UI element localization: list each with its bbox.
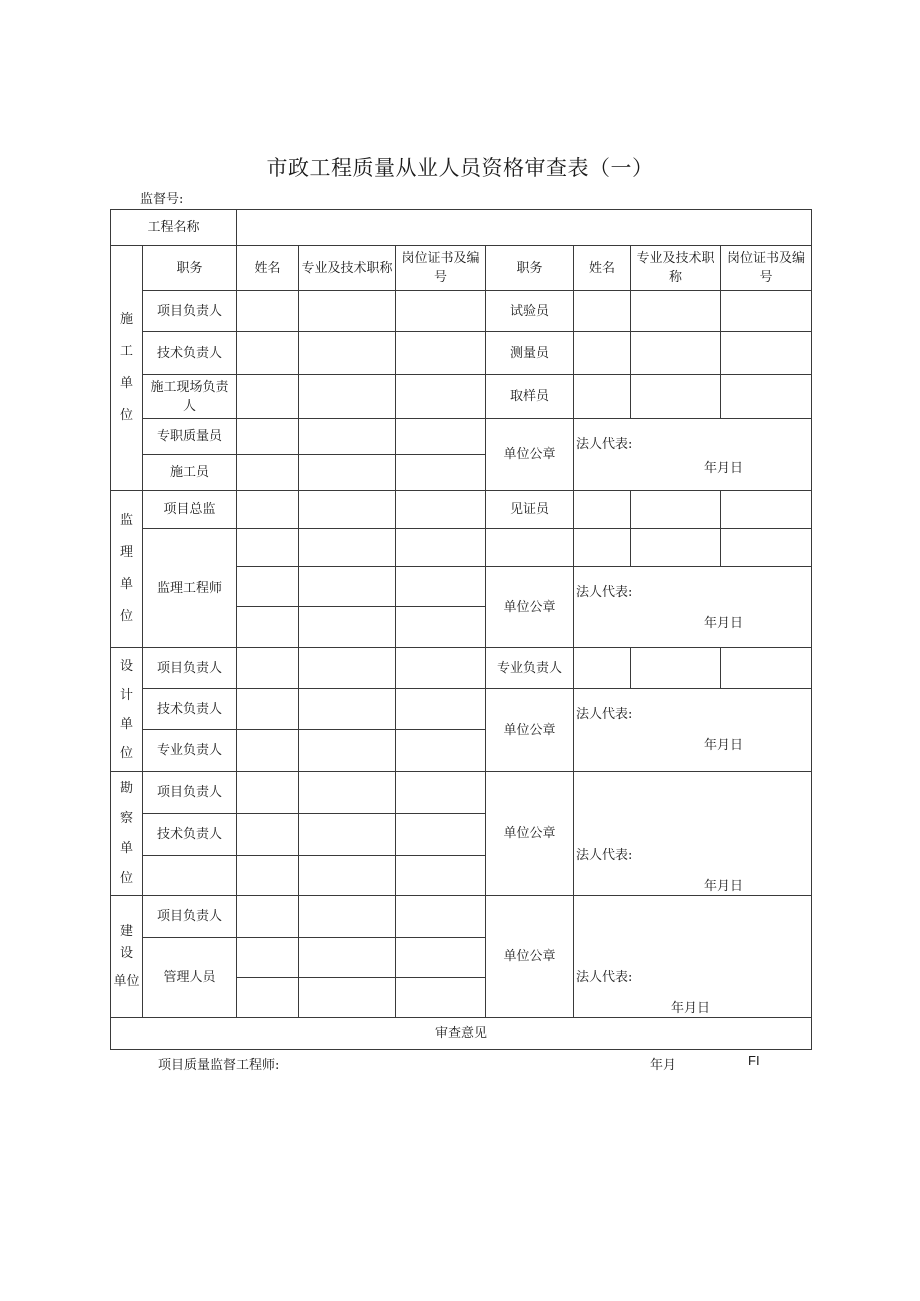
certificate-cell[interactable] xyxy=(721,375,812,419)
name-cell[interactable] xyxy=(574,332,631,375)
specialty-cell[interactable] xyxy=(299,291,396,332)
role-label: 监理工程师 xyxy=(143,529,237,648)
certificate-cell[interactable] xyxy=(396,375,486,419)
name-cell[interactable] xyxy=(574,375,631,419)
unit-char: 监 xyxy=(119,513,133,528)
table-row xyxy=(111,648,812,689)
name-cell[interactable] xyxy=(237,648,299,689)
header-specialty: 专业及技术职称 xyxy=(299,246,396,291)
legal-rep-label: 法人代表: xyxy=(576,848,633,863)
role-label: 取样员 xyxy=(486,375,574,419)
role-label: 测量员 xyxy=(486,332,574,375)
name-cell[interactable] xyxy=(237,607,299,648)
legal-rep-label: 法人代表: xyxy=(576,970,633,985)
specialty-cell[interactable] xyxy=(299,814,396,856)
specialty-cell[interactable] xyxy=(299,332,396,375)
date-label: 年月日 xyxy=(704,879,744,894)
name-cell[interactable] xyxy=(237,491,299,529)
header-position: 职务 xyxy=(143,246,237,291)
name-cell[interactable] xyxy=(237,856,299,896)
role-label: 技术负责人 xyxy=(143,332,237,375)
header-certificate: 岗位证书及编号 xyxy=(396,246,486,291)
certificate-cell[interactable] xyxy=(721,332,812,375)
certificate-cell[interactable] xyxy=(721,291,812,332)
legal-rep-label: 法人代表: xyxy=(576,707,633,722)
name-cell[interactable] xyxy=(574,491,631,529)
design-unit-label xyxy=(111,648,143,772)
name-cell[interactable] xyxy=(237,291,299,332)
header-certificate-2: 岗位证书及编号 xyxy=(721,246,812,291)
specialty-cell[interactable] xyxy=(299,896,396,938)
certificate-cell[interactable] xyxy=(396,419,486,455)
specialty-cell[interactable] xyxy=(299,978,396,1018)
name-cell[interactable] xyxy=(237,375,299,419)
role-label: 见证员 xyxy=(486,491,574,529)
unit-char: 设 xyxy=(119,658,133,674)
certificate-cell[interactable] xyxy=(396,567,486,607)
survey-unit-label xyxy=(111,772,143,896)
role-label: 管理人员 xyxy=(143,938,237,1018)
certificate-cell[interactable] xyxy=(396,607,486,648)
unit-char: 计 xyxy=(119,687,133,703)
name-cell[interactable] xyxy=(237,455,299,491)
certificate-cell[interactable] xyxy=(396,856,486,896)
header-position-2: 职务 xyxy=(486,246,574,291)
name-cell[interactable] xyxy=(574,291,631,332)
role-label: 技术负责人 xyxy=(143,689,237,730)
specialty-cell[interactable] xyxy=(299,772,396,814)
certificate-cell[interactable] xyxy=(396,689,486,730)
role-label: 专职质量员 xyxy=(143,419,237,455)
unit-line: 建 设 xyxy=(119,923,133,961)
seal-label: 单位公章 xyxy=(486,567,574,648)
unit-char: 位 xyxy=(119,609,133,624)
specialty-cell[interactable] xyxy=(299,491,396,529)
specialty-cell[interactable] xyxy=(299,375,396,419)
footer-year-month: 年月 xyxy=(650,1058,677,1073)
table-row xyxy=(111,419,812,455)
specialty-cell[interactable] xyxy=(299,856,396,896)
name-cell[interactable] xyxy=(237,978,299,1018)
name-cell[interactable] xyxy=(574,648,631,689)
legal-rep-cell[interactable] xyxy=(574,419,812,491)
header-specialty-2: 专业及技术职称 xyxy=(631,246,721,291)
specialty-cell[interactable] xyxy=(299,419,396,455)
header-row xyxy=(111,246,812,291)
legal-rep-label: 法人代表: xyxy=(576,437,633,452)
certificate-cell[interactable] xyxy=(721,648,812,689)
unit-line: 单位 xyxy=(113,973,140,989)
role-label: 专业负责人 xyxy=(143,730,237,772)
specialty-cell[interactable] xyxy=(299,689,396,730)
role-label: 技术负责人 xyxy=(143,814,237,856)
table-row xyxy=(111,375,812,419)
date-label: 年月日 xyxy=(704,738,744,753)
legal-rep-cell[interactable] xyxy=(574,689,812,772)
review-row xyxy=(111,1018,812,1050)
name-cell[interactable] xyxy=(237,567,299,607)
table-row xyxy=(111,491,812,529)
name-cell[interactable] xyxy=(237,772,299,814)
certificate-cell[interactable] xyxy=(396,332,486,375)
table-row xyxy=(111,896,812,938)
certificate-cell[interactable] xyxy=(396,772,486,814)
role-label: 试验员 xyxy=(486,291,574,332)
specialty-cell[interactable] xyxy=(631,648,721,689)
unit-char: 工 xyxy=(119,344,133,359)
certificate-cell[interactable] xyxy=(396,491,486,529)
specialty-cell[interactable] xyxy=(299,455,396,491)
unit-char: 理 xyxy=(119,545,133,560)
certificate-cell[interactable] xyxy=(396,814,486,856)
header-name: 姓名 xyxy=(237,246,299,291)
seal-label: 单位公章 xyxy=(486,896,574,1018)
name-cell[interactable] xyxy=(574,529,631,567)
certificate-cell[interactable] xyxy=(721,491,812,529)
date-label: 年月日 xyxy=(671,1001,711,1016)
role-label: 项目负责人 xyxy=(143,772,237,814)
specialty-cell[interactable] xyxy=(299,607,396,648)
footer-day-glyph: FI xyxy=(748,1053,760,1068)
certificate-cell[interactable] xyxy=(396,291,486,332)
certificate-cell[interactable] xyxy=(396,896,486,938)
page-title: 市政工程质量从业人员资格审查表（一） xyxy=(266,156,654,180)
unit-char: 勘 xyxy=(119,780,133,796)
review-opinion-field[interactable] xyxy=(111,1018,812,1050)
owner-unit-label xyxy=(111,896,143,1018)
specialty-cell[interactable] xyxy=(299,648,396,689)
seal-label: 单位公章 xyxy=(486,772,574,896)
role-label xyxy=(143,856,237,896)
name-cell[interactable] xyxy=(237,938,299,978)
legal-rep-cell[interactable] xyxy=(574,896,812,1018)
specialty-cell[interactable] xyxy=(631,491,721,529)
name-cell[interactable] xyxy=(237,332,299,375)
specialty-cell[interactable] xyxy=(631,375,721,419)
certificate-cell[interactable] xyxy=(396,978,486,1018)
certificate-cell[interactable] xyxy=(396,648,486,689)
date-label: 年月日 xyxy=(704,616,744,631)
specialty-cell[interactable] xyxy=(299,730,396,772)
project-name-label: 工程名称 xyxy=(111,210,237,246)
certificate-cell[interactable] xyxy=(721,529,812,567)
supervising-engineer-label: 项目质量监督工程师: xyxy=(158,1058,280,1073)
construction-unit-label xyxy=(111,246,143,491)
specialty-cell[interactable] xyxy=(631,291,721,332)
unit-char: 单 xyxy=(119,376,133,391)
unit-char: 位 xyxy=(119,408,133,423)
project-name-row xyxy=(111,210,812,246)
supervision-unit-label xyxy=(111,491,143,648)
certificate-cell[interactable] xyxy=(396,455,486,491)
unit-char: 单 xyxy=(119,577,133,592)
certificate-cell[interactable] xyxy=(396,730,486,772)
specialty-cell[interactable] xyxy=(631,332,721,375)
table-row xyxy=(111,529,812,567)
role-label: 项目负责人 xyxy=(143,291,237,332)
certificate-cell[interactable] xyxy=(396,938,486,978)
review-opinion-label: 审查意见 xyxy=(435,1026,488,1041)
role-label: 施工员 xyxy=(143,455,237,491)
role-label: 专业负责人 xyxy=(486,648,574,689)
role-label: 项目负责人 xyxy=(143,648,237,689)
unit-char: 施 xyxy=(119,312,133,327)
seal-label: 单位公章 xyxy=(486,419,574,491)
date-label: 年月日 xyxy=(704,461,744,476)
legal-rep-label: 法人代表: xyxy=(576,585,633,600)
name-cell[interactable] xyxy=(237,529,299,567)
specialty-cell[interactable] xyxy=(299,529,396,567)
role-label: 项目总监 xyxy=(143,491,237,529)
name-cell[interactable] xyxy=(237,419,299,455)
specialty-cell[interactable] xyxy=(631,529,721,567)
table-row xyxy=(111,689,812,730)
specialty-cell[interactable] xyxy=(299,938,396,978)
supervise-number-label: 监督号: xyxy=(140,192,184,207)
role-label: 施工现场负责人 xyxy=(143,375,237,419)
certificate-cell[interactable] xyxy=(396,529,486,567)
header-name-2: 姓名 xyxy=(574,246,631,291)
name-cell[interactable] xyxy=(237,689,299,730)
qualification-review-table xyxy=(110,209,812,1050)
unit-char: 单 xyxy=(119,840,133,856)
legal-rep-cell[interactable] xyxy=(574,772,812,896)
unit-char: 单 xyxy=(119,716,133,732)
project-name-field[interactable] xyxy=(237,210,812,246)
unit-char: 察 xyxy=(119,810,133,826)
name-cell[interactable] xyxy=(237,814,299,856)
unit-char: 位 xyxy=(119,870,133,886)
name-cell[interactable] xyxy=(237,730,299,772)
table-row xyxy=(111,291,812,332)
unit-char: 位 xyxy=(119,745,133,761)
seal-label: 单位公章 xyxy=(486,689,574,772)
specialty-cell[interactable] xyxy=(299,567,396,607)
table-row xyxy=(111,332,812,375)
table-row xyxy=(111,772,812,814)
legal-rep-cell[interactable] xyxy=(574,567,812,648)
name-cell[interactable] xyxy=(237,896,299,938)
empty-cell[interactable] xyxy=(486,529,574,567)
role-label: 项目负责人 xyxy=(143,896,237,938)
